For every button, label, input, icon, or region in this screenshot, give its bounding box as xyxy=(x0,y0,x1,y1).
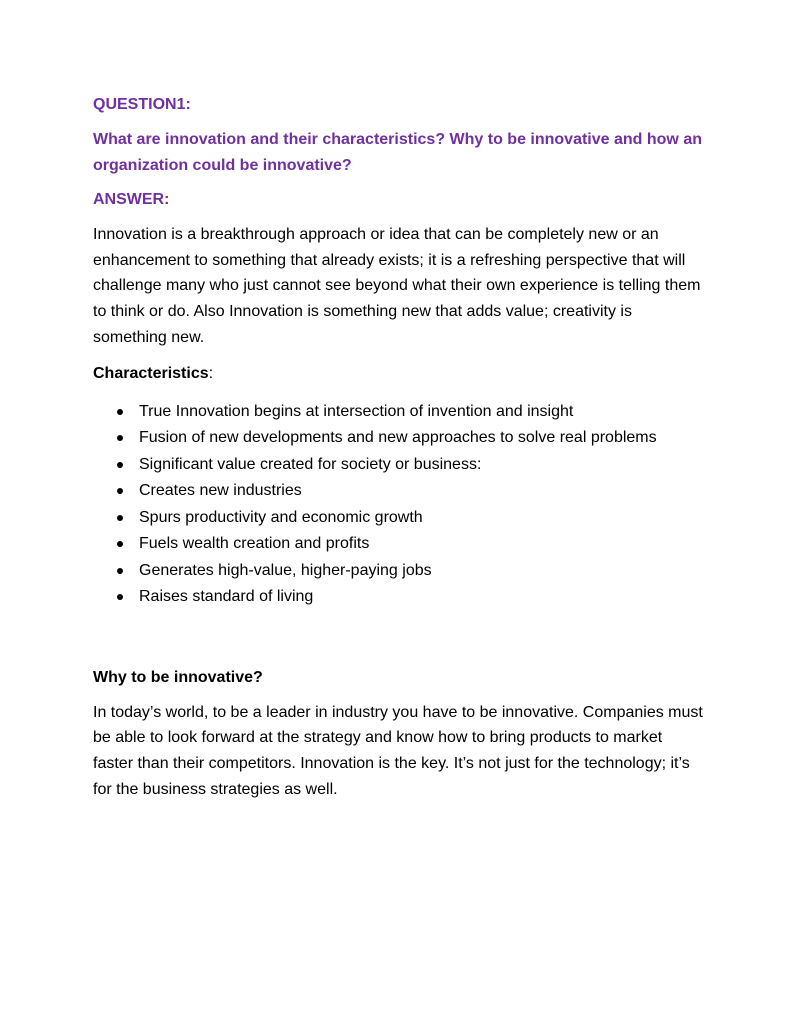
characteristics-list xyxy=(93,399,703,611)
list-item-text: Significant value created for society or business: xyxy=(139,455,482,473)
characteristics-colon: : xyxy=(208,364,214,382)
characteristics-heading-text: Characteristics xyxy=(93,364,209,382)
list-item-text: Spurs productivity and economic growth xyxy=(139,508,423,526)
answer-paragraph: Innovation is a breakthrough approach or idea that can be completely new or an enhancement to something that already exists; it is a refreshing perspective that will challenge many who just cannot see beyond what their own experience is telling them to think or do. Also Innovation is something new that adds value; creativity is something new. xyxy=(93,226,701,346)
list-item-text: Fusion of new developments and new approaches to solve real problems xyxy=(139,429,657,447)
bullet-icon xyxy=(117,515,123,521)
bullet-icon xyxy=(117,594,123,600)
document-page xyxy=(93,92,703,812)
bullet-icon xyxy=(117,409,123,415)
list-item-text: Generates high-value, higher-paying jobs xyxy=(139,561,432,579)
bullet-icon xyxy=(117,568,123,574)
question-label: QUESTION1: xyxy=(93,96,191,113)
list-item xyxy=(93,478,703,505)
bullet-icon xyxy=(117,488,123,494)
why-heading-text: Why to be innovative? xyxy=(93,668,263,686)
list-item xyxy=(93,425,703,452)
list-item xyxy=(93,558,703,585)
list-item-text: True Innovation begins at intersection of invention and insight xyxy=(139,402,574,420)
list-item xyxy=(93,584,703,611)
list-item xyxy=(93,452,703,479)
list-item-text: Fuels wealth creation and profits xyxy=(139,535,370,553)
list-item xyxy=(93,399,703,426)
list-item xyxy=(93,531,703,558)
bullet-icon xyxy=(117,541,123,547)
bullet-icon xyxy=(117,462,123,468)
list-item-text: Raises standard of living xyxy=(139,588,314,606)
bullet-icon xyxy=(117,435,123,441)
answer-label: ANSWER: xyxy=(93,191,170,208)
why-paragraph: In today’s world, to be a leader in industry you have to be innovative. Companies must be able to look forward at the strategy and know how to bring products to market faster than their competitors. Innovation is the key. It’s not just for the technology; it’s for the business strategies as well. xyxy=(93,703,703,798)
list-item xyxy=(93,505,703,532)
list-item-text: Creates new industries xyxy=(139,482,302,500)
characteristics-heading xyxy=(93,361,703,387)
why-heading xyxy=(93,665,703,691)
question-text: What are innovation and their characteristics? Why to be innovative and how an organization could be innovative? xyxy=(93,131,702,174)
